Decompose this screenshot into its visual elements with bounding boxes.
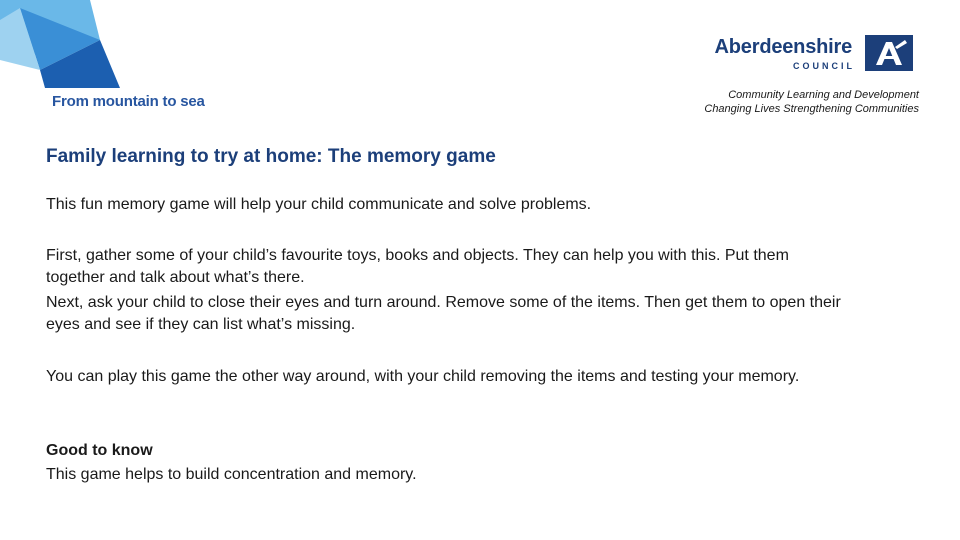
council-name: Aberdeenshire bbox=[714, 36, 852, 58]
step-first-paragraph: First, gather some of your child’s favourite toys, books and objects. They can help you with this. Put them together and talk about what’s there. bbox=[46, 247, 789, 286]
decorative-corner-graphic bbox=[0, 0, 160, 90]
good-to-know-text: This game helps to build concentration and memory. bbox=[46, 466, 417, 483]
council-sub: COUNCIL bbox=[793, 61, 855, 71]
good-to-know-heading: Good to know bbox=[46, 442, 153, 459]
council-logo-icon bbox=[865, 35, 913, 71]
department-slogan: Changing Lives Strengthening Communities bbox=[704, 102, 919, 115]
step-next-paragraph: Next, ask your child to close their eyes and turn around. Remove some of the items. Then get them to open their eyes and see if they can list what’s missing. bbox=[46, 294, 841, 333]
tagline: From mountain to sea bbox=[52, 93, 205, 110]
intro-paragraph: This fun memory game will help your child communicate and solve problems. bbox=[46, 196, 592, 213]
other-way-paragraph: You can play this game the other way around, with your child removing the items and testing your memory. bbox=[46, 368, 800, 385]
page-title: Family learning to try at home: The memory game bbox=[46, 146, 496, 167]
council-logo-text bbox=[714, 36, 855, 74]
department-block bbox=[704, 89, 919, 116]
department-name: Community Learning and Development bbox=[728, 89, 919, 101]
